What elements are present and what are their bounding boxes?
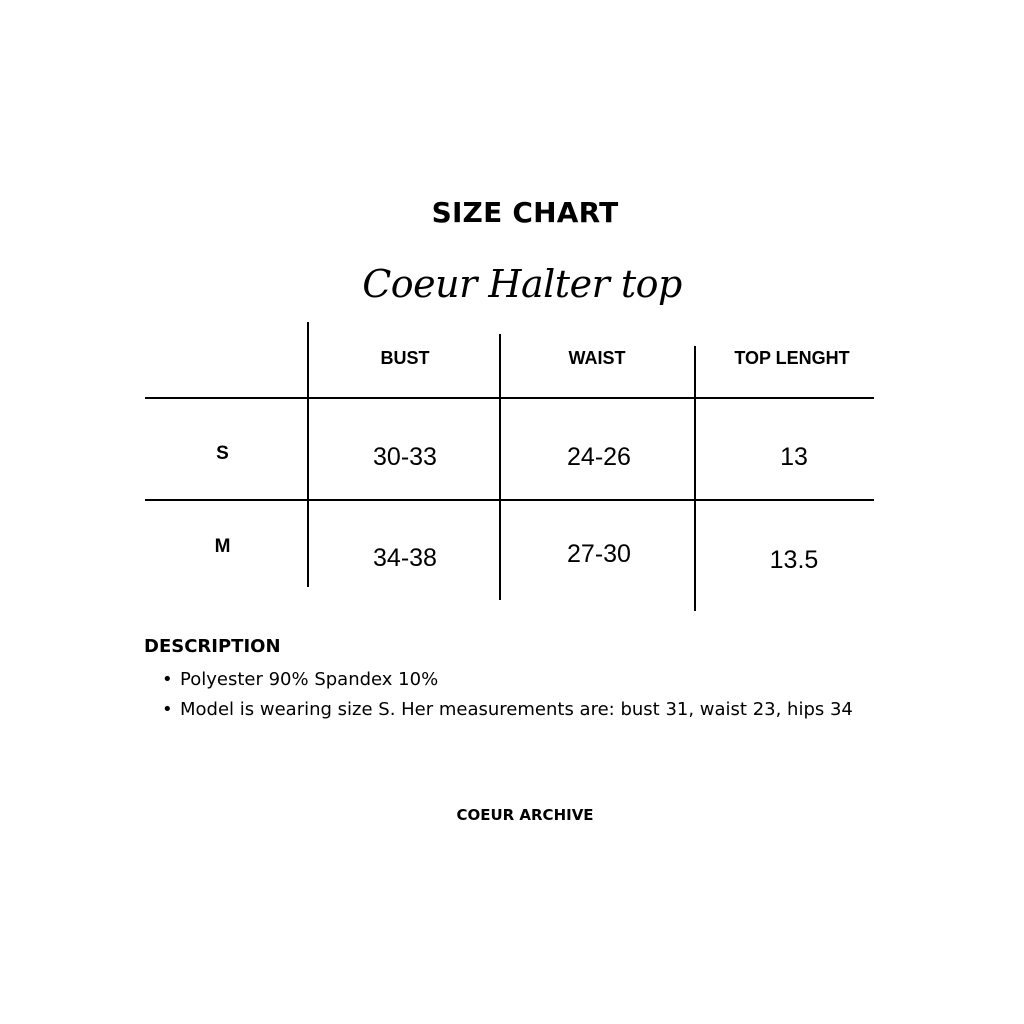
table-divider-header <box>145 397 874 399</box>
list-item <box>162 695 853 725</box>
table-column-divider <box>694 346 696 611</box>
table-divider-row <box>145 499 874 501</box>
column-header-waist: WAIST <box>568 348 626 368</box>
table-cell: 13.5 <box>769 546 819 574</box>
brand-footer: COEUR ARCHIVE <box>456 806 594 824</box>
list-item <box>162 665 853 695</box>
description-title: DESCRIPTION <box>144 636 281 657</box>
table-column-divider <box>307 322 309 587</box>
column-header-bust: BUST <box>380 348 430 368</box>
bullet-icon: • <box>162 699 173 720</box>
table-cell: 13 <box>780 443 808 471</box>
page-title: SIZE CHART <box>431 196 619 229</box>
size-label-s: S <box>216 443 229 464</box>
table-cell: 30-33 <box>373 443 437 471</box>
description-item: Model is wearing size S. Her measurements are: bust 31, waist 23, hips 34 <box>180 699 853 720</box>
size-label-m: M <box>214 536 231 557</box>
description-list <box>162 665 853 725</box>
table-cell: 27-30 <box>567 540 631 568</box>
table-cell: 34-38 <box>373 544 437 572</box>
bullet-icon: • <box>162 669 173 690</box>
column-header-top-length: TOP LENGHT <box>734 348 850 368</box>
table-cell: 24-26 <box>567 443 631 471</box>
description-item: Polyester 90% Spandex 10% <box>180 669 439 690</box>
product-name: Coeur Halter top <box>362 262 682 306</box>
